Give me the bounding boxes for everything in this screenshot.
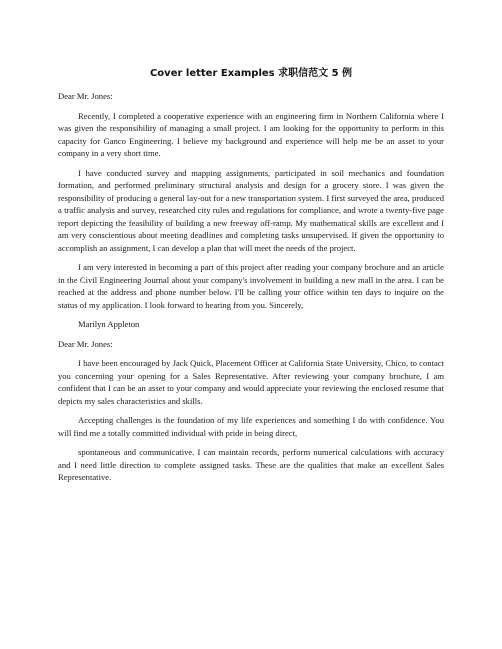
letter1-paragraph-2: I have conducted survey and mapping assignments, participated in soil mechanics and foundation formation, and performed preliminary structural analysis and design for a grocery store. I was given the responsibility of producing a general lay-out for a new transportation system. I first surveyed the area, produced a traffic analysis and survey, researched city rules and regulations for compliance, and wrote a twenty-five page report depicting the feasibility of building a new freeway off-ramp. My mathematical skills are excellent and I am very conscientious about meeting deadlines and completing tasks unsupervised. If given the opportunity to accomplish an assignment, I can develop a plan that will meet the needs of the project. [58,167,444,253]
letter1-paragraph-1: Recently, I completed a cooperative experience with an engineering firm in Northern California where I was given the responsibility of managing a small project. I am looking for the opportunity to perform in this capacity for Ganco Engineering. I believe my background and experience will help me be an asset to your company in a very short time. [58,110,444,158]
letter2-paragraph-3: spontaneous and communicative. I can maintain records, perform numerical calculations with accuracy and I need little direction to complete assigned tasks. These are the qualities that make an excellent Sales Representative. [58,447,444,482]
letter1-signature: Marilyn Appleton [78,319,140,329]
letter1-paragraph-3: I am very interested in becoming a part of this project after reading your company brochure and an article in the Civil Engineering Journal about your company's involvement in building a new mall in the area. I can be reached at the address and phone number below. I'll be calling your office within ten days to inquire on the status of my application. I look forward to hearing from you. Sincerely, [58,262,444,310]
page-title: Cover letter Examples 求职信范文 5 例 [149,68,353,79]
letter2-paragraph-1: I have been encouraged by Jack Quick, Placement Officer at California State University, Chico, to contact you concerning your opening for a Sales Representative. After reviewing your company brochure, I am confident that I can be an asset to your company and would appreciate your reviewing the enclosed resume that depicts my sales characteristics and skills. [58,358,444,406]
letter1-salutation: Dear Mr. Jones: [58,91,113,101]
letter2-paragraph-2: Accepting challenges is the foundation of my life experiences and something I do with confidence. You will find me a totally committed individual with pride in being direct, [58,415,444,438]
letter2-salutation: Dear Mr. Jones: [58,338,113,349]
document-body [58,90,444,491]
